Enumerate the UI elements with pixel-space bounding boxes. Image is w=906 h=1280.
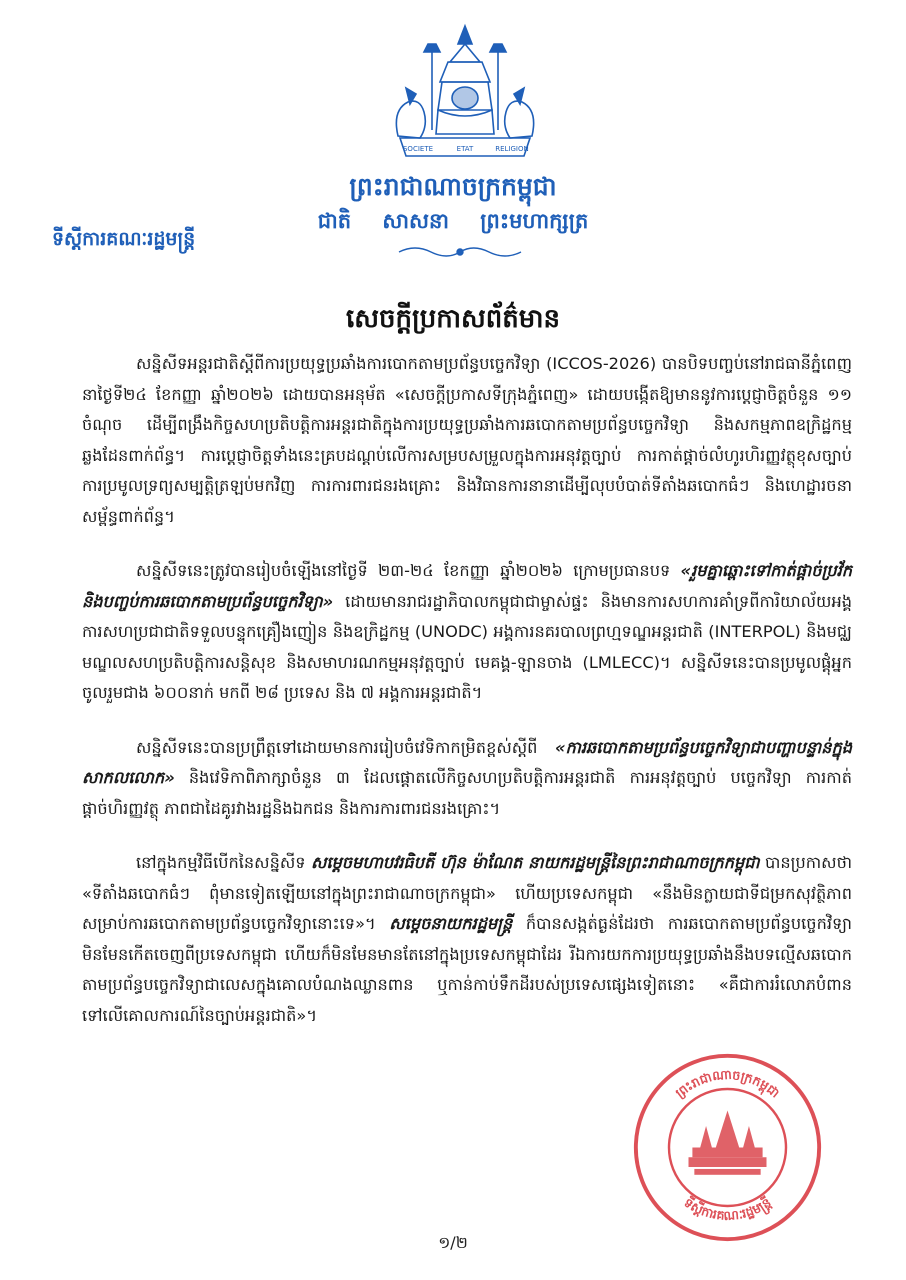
paragraph-4-text-cont: បានប្រកាសថា «ទីតាំងឆបោកធំៗ ពុំមានទៀតឡើយនៅក្នុងព្រះរាជាណាចក្រកម្ពុជា» ហើយប្រទេសកម្ពុជា «នឹងមិនក្លាយជាទីជម្រកសុវត្ថិភាពសម្រាប់ការឆបោកតាមប្រព័ន្ធបច្ចេកវិទ្យានោះទេ»។ xyxy=(82,853,853,933)
page-title: សេចក្តីប្រកាសព័ត៌មាន xyxy=(345,304,561,334)
emblem-banner-center: ETAT xyxy=(456,145,474,153)
conference-theme: «រួមគ្នាឆ្ពោះទៅកាត់ផ្តាច់ប្រវ័ក និងបញ្ចប់ការឆបោកតាមប្រព័ន្ធបច្ចេកវិទ្យា» xyxy=(82,561,852,611)
emblem-banner-left: SOCIETE xyxy=(402,145,434,153)
paragraph-3-text: សន្និសីទនេះបានប្រព្រឹត្តទៅដោយមានការរៀបចំវេទិកាកម្រិតខ្ពស់ស្តីពី xyxy=(136,737,555,757)
royal-arms-emblem xyxy=(380,22,550,172)
ornament-divider-icon xyxy=(395,244,525,260)
paragraph-2 xyxy=(82,556,852,709)
paragraph-2-text-cont: ដោយមានរាជរដ្ឋាភិបាលកម្ពុជាជាម្ចាស់ផ្ទះ និងមានការសហការគាំទ្រពីការិយាល័យអង្គការសហប្រជាជាតិទទួលបន្ទុកគ្រឿងញៀន និងឧក្រិដ្ឋកម្ម (UNODC) អង្គការនគរបាលព្រហ្មទណ្ឌអន្តរជាតិ (INTERPOL) និងមជ្ឈមណ្ឌលសហប្រតិបត្តិការសន្តិសុខ និងសមាហរណកម្មអនុវត្តច្បាប់ មេគង្គ-ឡានចាង (LMLECC)។ សន្និសីទនេះបានប្រមូលផ្តុំអ្នកចូលរួមជាង ៦០០នាក់ មកពី ២៨ ប្រទេស និង ៧ អង្គការអន្តរជាតិ។ xyxy=(82,591,852,702)
svg-text:ព្រះរាជាណាចក្រកម្ពុជា: ព្រះរាជាណាចក្រកម្ពុជា xyxy=(672,1066,783,1101)
paragraph-3 xyxy=(82,733,852,825)
paragraph-2-text: សន្និសីទនេះត្រូវបានរៀបចំឡើងនៅថ្ងៃទី ២៣-២៤ ខែកញ្ញា ឆ្នាំ២០២៦ ក្រោមប្រធានបទ xyxy=(136,561,681,580)
kingdom-name: ព្រះរាជាណាចក្រកម្ពុជា xyxy=(349,172,557,201)
national-motto: ជាតិ សាសនា ព្រះមហាក្សត្រ xyxy=(317,209,589,233)
prime-minister-short: សម្តេចនាយករដ្ឋមន្ត្រី xyxy=(389,914,513,933)
paragraph-4-text: នៅក្នុងកម្មវិធីបើកនៃសន្និសីទ xyxy=(136,853,311,872)
office-name: ទីស្តីការគណៈរដ្ឋមន្ត្រី xyxy=(52,228,196,250)
paragraph-4-text-end: ក៏បានសង្កត់ធ្ងន់ដែរថា ការឆបោកតាមប្រព័ន្ធបច្ចេកវិទ្យាមិនមែនកើតចេញពីប្រទេសកម្ពុជា ហើយក៏មិនមែនមានតែនៅក្នុងប្រទេសកម្ពុជាដែរ រីឯការយកការប្រយុទ្ធប្រឆាំងនឹងបទល្មើសឆបោកតាមប្រព័ន្ធបច្ចេកវិទ្យាជាលេសក្នុងគោលបំណងឈ្លានពាន ឬកាន់កាប់ទឹកដីរបស់ប្រទេសផ្សេងទៀតនោះ «គឺជាការរំលោភបំពានទៅលើគោលការណ៍នៃច្បាប់អន្តរជាតិ»។ xyxy=(82,914,852,1025)
paragraph-1: សន្និសីទអន្តរជាតិស្តីពីការប្រយុទ្ធប្រឆាំងការបោកតាមប្រព័ន្ធបច្ចេកវិទ្យា (ICCOS-2026) បានបិទបញ្ចប់នៅរាជធានីភ្នំពេញ នាថ្ងៃទី២៤ ខែកញ្ញា ឆ្នាំ២០២៦ ដោយបានអនុម័ត «សេចក្តីប្រកាសទីក្រុងភ្នំពេញ» ដោយបង្កើតឱ្យមាននូវការប្តេជ្ញាចិត្តចំនួន ១១ ចំណុច ដើម្បីពង្រឹងកិច្ចសហប្រតិបត្តិការអន្តរជាតិក្នុងការប្រយុទ្ធប្រឆាំងការឆបោកតាមប្រព័ន្ធបច្ចេកវិទ្យា និងសកម្មភាពឧក្រិដ្ឋកម្មឆ្លងដែនពាក់ព័ន្ធ។ ការប្តេជ្ញាចិត្តទាំងនេះគ្របដណ្តប់លើការសម្របសម្រួលក្នុងការអនុវត្តច្បាប់ ការកាត់ផ្តាច់លំហូរហិរញ្ញវត្ថុខុសច្បាប់ ការប្រមូលទ្រព្យសម្បត្តិត្រឡប់មកវិញ ការការពារជនរងគ្រោះ និងវិធានការនានាដើម្បីលុបបំបាត់ទីតាំងឆបោកធំៗ និងហេដ្ឋារចនាសម្ព័ន្ធពាក់ព័ន្ធ។ xyxy=(82,354,852,526)
svg-text:ទីស្តីការគណៈរដ្ឋមន្ត្រី: ទីស្តីការគណៈរដ្ឋមន្ត្រី xyxy=(681,1194,774,1224)
angkor-wat-icon xyxy=(689,1110,767,1174)
forum-theme: «ការឆបោកតាមប្រព័ន្ធបច្ចេកវិទ្យាជាបញ្ហាបន្ទាន់ក្នុងសាកលលោក» xyxy=(82,737,852,787)
page-number: ១/២ xyxy=(438,1233,468,1252)
paragraph-3-text-cont: និងវេទិកាពិភាក្សាចំនួន ៣ ដែលផ្តោតលើកិច្ចសហប្រតិបត្តិការអន្តរជាតិ ការអនុវត្តច្បាប់ បច្ចេកវិទ្យា ការកាត់ផ្តាច់ហិរញ្ញវត្ថុ ភាពជាដៃគូរវាងរដ្ឋនិងឯកជន និងការការពារជនរងគ្រោះ។ xyxy=(82,768,852,818)
prime-minister-title: សម្តេចមហាបវរធិបតី ហ៊ុន ម៉ាណែត នាយករដ្ឋមន្ត្រីនៃព្រះរាជាណាចក្រកម្ពុជា xyxy=(310,853,760,872)
emblem-banner-right: RELIGION xyxy=(495,145,529,153)
official-seal-stamp xyxy=(630,1050,825,1245)
document-body xyxy=(82,349,852,1031)
paragraph-4 xyxy=(82,848,852,1031)
